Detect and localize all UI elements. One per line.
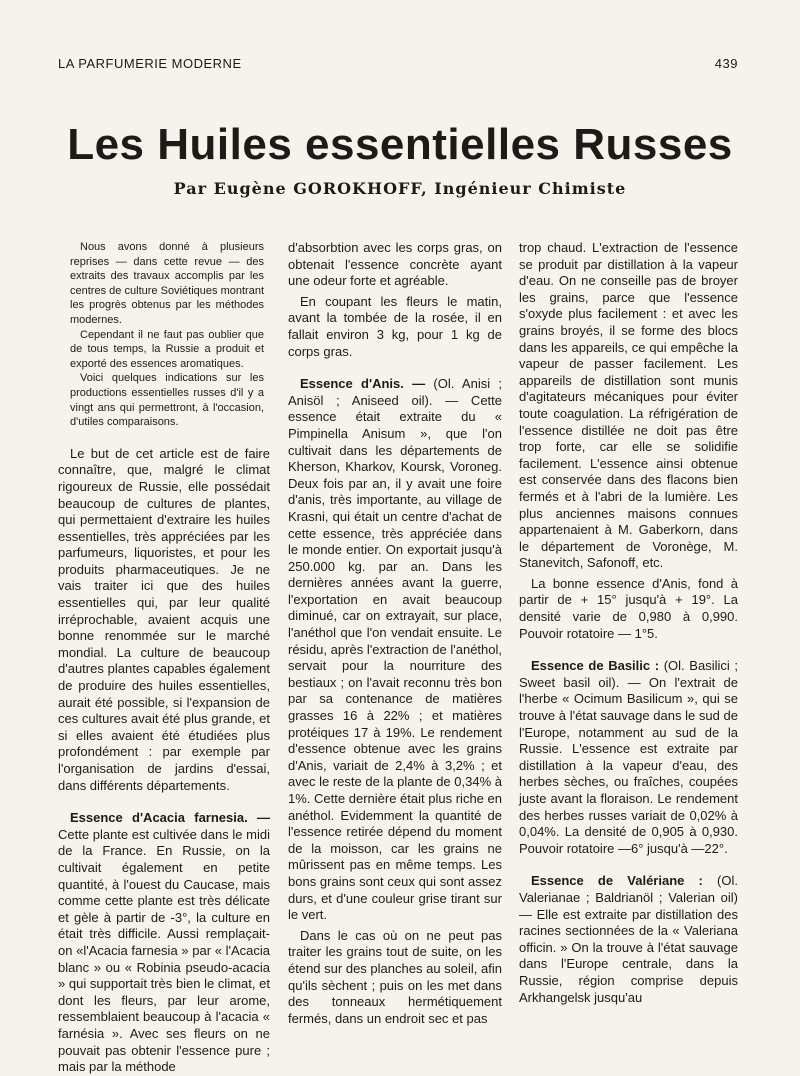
section-valeriane <box>519 873 738 1006</box>
section-acacia <box>58 810 270 1076</box>
section-heading: Essence d'Anis. — <box>300 376 426 392</box>
intro-paragraph: Nous avons donné à plusieurs reprises — dans cette revue — des extraits des travaux accomplis par les centres de culture Soviétiques montrant les progrès obtenus par les méthodes modernes. <box>70 241 264 326</box>
body-paragraph: Le but de cet article est de faire connaître, que, malgré le climat rigoureux de Russie, elle possédait beaucoup de cultures de plantes, qui permettaient d'extraire les huiles essentielles, très appréciées par les parfumeurs, liquoristes, et pour les produits pharmaceutiques. Je ne vais traiter ici que des huiles essentielles qui, par leur qualité irréprochable, avaient acquis une bonne renommée sur le marché mondial. La culture de beaucoup d'autres plantes capables également de produire des huiles essentielles, aurait été possible, si l'expansion de ces cultures avait été plus grande, et si elles avaient été étudiées plus profondément : par exemple par l'organisation de jardins d'essai, dans différents départements. <box>58 445 270 793</box>
body-paragraph: Dans le cas où on ne peut pas traiter les grains tout de suite, on les étend sur des planches au soleil, afin qu'ils sèchent ; puis on les met dans des tonneaux hermétiquement fermés, dans un endroit sec et pas <box>288 927 502 1026</box>
running-head <box>58 56 738 71</box>
column-3 <box>519 240 738 1005</box>
section-heading: Essence d'Acacia farnesia. — <box>70 810 270 826</box>
body-paragraph: trop chaud. L'extraction de l'essence se produit par distillation à la vapeur d'eau. On ne conseille pas de broyer les grains, parce que l'essence s'oxyde plus facilement : et avec les grains broyés, il se forme des blocs dans les appareils, ce qui empêche la vapeur de passer facilement. Les appareils de distillation sont munis d'agitateurs mécaniques pour éviter toute coagulation. La réfrigération de l'essence distillée ne doit pas être trop forte, car elle se solidifie facilement. L'essence ainsi obtenue est conservée dans des flacons bien fermés et à l'abri de la lumière. Les plus anciennes maisons connues appartenaient à M. Gaberkorn, dans le département de Voronège, M. Stanevitch, Safonoff, etc. <box>519 240 738 571</box>
section-text: (Ol. Anisi ; Anisöl ; Aniseed oil). — Cette essence était extraite du « Pimpinella Anisum », que l'on cultivait dans les départements de Kherson, Kharkov, Koursk, Voroneg. Deux fois par an, il y avait une foire d'anis, très importante, au village de Krasni, qui était un centre d'achat de cette essence, très appréciée dans le monde entier. On exportait jusqu'à 250.000 kg. par an. Dans les dernières années avant la guerre, l'exportation en avait beaucoup diminué, car on extrayait, sur place, l'anéthol que l'on vendait ensuite. Le résidu, après l'extraction de l'anéthol, servait pour la nourriture des bestiaux ; on l'avait reconnu très bon par sa contenance de matières grasses 16 à 22% ; et matières protéiques 17 à 19%. Le rendement d'essence obtenue avec les grains d'Anis, variait de 2,4% à 3,2% ; et avec le reste de la plante de 0,34% à 1%. Cette dernière était plus riche en anéthol. Evidemment la quantité de l'essence retirée dépend du moment de la moisson, car les grains ne mûrissent pas en même temps. Les bons grains sont ceux qui sont assez durs, et d'une couleur grise tirant sur le vert. <box>288 376 502 923</box>
body-paragraph: d'absorbtion avec les corps gras, on obtenait l'essence concrète ayant une odeur forte et agréable. <box>288 240 502 289</box>
body-paragraph: En coupant les fleurs le matin, avant la tombée de la rosée, il en fallait environ 3 kg, pour 1 kg de corps gras. <box>288 293 502 359</box>
intro-paragraph: Voici quelques indications sur les productions essentielles russes d'il y a vingt ans qui permettront, à l'occasion, d'utiles comparaisons. <box>70 372 264 429</box>
page-number: 439 <box>714 56 738 71</box>
column-1 <box>58 240 270 1075</box>
body-paragraph: La bonne essence d'Anis, fond à partir de + 15° jusqu'à + 19°. La densité varie de 0,980 à 0,990. Pouvoir rotatoire — 1°5. <box>519 575 738 641</box>
intro-paragraph: Cependant il ne faut pas oublier que de tous temps, la Russie a produit et exporté des essences aromatiques. <box>70 328 264 370</box>
running-title: LA PARFUMERIE MODERNE <box>58 56 242 71</box>
section-text: (Ol. Basilici ; Sweet basil oil). — On l'extrait de l'herbe « Ocimum Basilicum », qui se trouve à l'état sauvage dans le sud de l'Europe, notamment au sud de la Russie. L'essence est extraite par distillation à la vapeur d'eau, des herbes sèches, ou fraîches, coupées juste avant la floraison. Le rendement des herbes russes variait de 0,02% à 0,04%. La densité de 0,905 à 0,930. Pouvoir rotatoire —6° jusqu'à —22°. <box>519 658 739 856</box>
section-heading: Essence de Basilic : <box>531 658 660 674</box>
section-text: Cette plante est cultivée dans le midi de la France. En Russie, on la cultivait également en petite quantité, à l'ouest du Caucase, mais comme cette plante est très délicate et gèle à partir de -3°, la culture en était très difficile. Aussi remplaçait-on «l'Acacia farnesia » par « l'Acacia blanc » ou « Robinia pseudo-acacia » qui supportait très bien le climat, et dont les fleurs, par leur arome, ressemblaient beaucoup à l'acacia « farnésia ». Avec ses fleurs on ne pouvait pas obtenir l'essence pure ; mais par la méthode <box>58 826 270 1075</box>
section-heading: Essence de Valériane : <box>531 873 703 889</box>
column-2 <box>288 240 502 1026</box>
intro-block <box>58 240 270 430</box>
section-basilic <box>519 658 738 857</box>
article-byline: Par Eugène GOROKHOFF, Ingénieur Chimiste <box>173 179 627 198</box>
section-text: (Ol. Valerianae ; Baldrianöl ; Valerian oil) — Elle est extraite par distillation des racines sectionnées de la « Valeriana officin. » On la trouve à l'état sauvage dans l'Europe centrale, dans la Russie, région comprise depuis Arkhangelsk jusqu'au <box>519 873 738 1005</box>
article-title: Les Huiles essentielles Russes <box>67 120 733 169</box>
section-anis <box>288 376 502 924</box>
